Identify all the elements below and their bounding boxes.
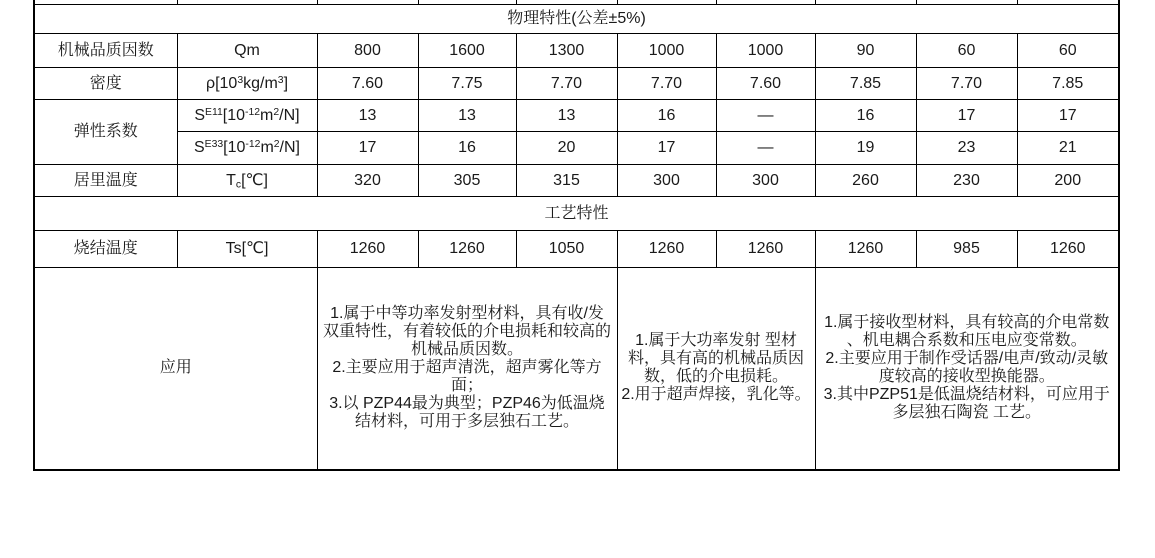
table-row: [34, 34, 1119, 68]
qm-value: 1000: [617, 34, 716, 68]
unit-superscript: E11: [205, 106, 223, 118]
unit-superscript: 2: [273, 106, 280, 118]
unit-text: S: [193, 139, 205, 156]
density-value: 7.75: [418, 68, 516, 100]
s11-value: 17: [1017, 100, 1119, 132]
application-cell-group-1: [317, 268, 617, 470]
qm-value: 1000: [716, 34, 815, 68]
application-text-line: 3.其中PZP51是低温烧结材料，可应用于: [823, 386, 1110, 404]
qm-value: 60: [1017, 34, 1119, 68]
section-row: [34, 197, 1119, 231]
qm-value: 60: [916, 34, 1017, 68]
unit-text: ρ[10: [205, 74, 238, 92]
s11-value: 13: [317, 100, 418, 132]
sintering-value: 1260: [418, 231, 516, 268]
sintering-value: 985: [916, 231, 1017, 268]
sintering-value: 1050: [516, 231, 617, 268]
s11-unit: [177, 100, 317, 132]
s33-value: 17: [617, 132, 716, 165]
application-text-line: 1.属于大功率发射 型材: [635, 332, 797, 350]
density-label: 密度: [34, 68, 177, 100]
curie-value: 200: [1017, 165, 1119, 197]
application-text-line: 数，低的介电损耗。: [643, 368, 788, 386]
application-text-line: 料，具有高的机械品质因: [627, 350, 804, 368]
qm-value: 1600: [418, 34, 516, 68]
s11-value: 13: [418, 100, 516, 132]
curie-value: 315: [516, 165, 617, 197]
qm-value: 800: [317, 34, 418, 68]
curie-value: 320: [317, 165, 418, 197]
curie-value: 300: [617, 165, 716, 197]
density-value: 7.60: [716, 68, 815, 100]
table-row: [34, 231, 1119, 268]
s33-value: 21: [1017, 132, 1119, 165]
unit-text: m: [260, 139, 274, 156]
application-cell-group-2: [617, 268, 815, 470]
sintering-value: 1260: [815, 231, 916, 268]
qm-value: 90: [815, 34, 916, 68]
application-text-line: 多层独石陶瓷 工艺。: [892, 404, 1041, 422]
unit-text: T: [226, 171, 236, 189]
application-label: 应用: [34, 268, 317, 470]
qm-value: 1300: [516, 34, 617, 68]
unit-superscript: -12: [245, 106, 261, 118]
s11-value: 17: [916, 100, 1017, 132]
unit-superscript: 3: [237, 74, 244, 86]
application-text-line: 、机电耦合系数和压电应变常数。: [846, 332, 1087, 350]
application-text-line: 双重特性，有着较低的介电损耗和较高的: [322, 323, 611, 341]
spec-table: [33, 0, 1120, 471]
density-unit: [177, 68, 317, 100]
sintering-value: 1260: [317, 231, 418, 268]
table-row: [34, 68, 1119, 100]
unit-text: [10: [223, 139, 246, 156]
unit-subscript: c: [235, 179, 242, 191]
s33-unit: [177, 132, 317, 165]
density-value: 7.70: [916, 68, 1017, 100]
section-row: [34, 5, 1119, 34]
s33-value: —: [716, 132, 815, 165]
curie-value: 300: [716, 165, 815, 197]
s33-value: 19: [815, 132, 916, 165]
unit-text: [℃]: [241, 171, 268, 189]
unit-text: [10: [222, 106, 246, 124]
unit-superscript: 3: [277, 74, 284, 86]
application-text-line: 1.属于中等功率发射型材料，具有收/发: [330, 305, 604, 323]
unit-text: kg/m: [243, 74, 278, 92]
application-text-line: 2.主要应用于超声清洗，超声雾化等方: [332, 359, 602, 377]
qm-label: 机械品质因数: [34, 34, 177, 68]
application-text-line: 2.用于超声焊接，乳化等。: [621, 386, 811, 404]
density-value: 7.70: [516, 68, 617, 100]
application-text-line: 面；: [450, 377, 483, 395]
unit-text: m: [260, 106, 274, 124]
s33-value: 16: [418, 132, 516, 165]
sintering-value: 1260: [617, 231, 716, 268]
sintering-temperature-label: 烧结温度: [34, 231, 177, 268]
unit-text: /N]: [279, 139, 300, 156]
application-text-line: 2.主要应用于制作受话器/电声/致动/灵敏: [825, 350, 1109, 368]
physical-properties-header: 物理特性(公差±5%): [34, 5, 1119, 34]
density-value: 7.60: [317, 68, 418, 100]
table-row: [34, 100, 1119, 132]
unit-superscript: E33: [204, 138, 224, 150]
unit-text: /N]: [279, 106, 300, 124]
sintering-value: 1260: [716, 231, 815, 268]
qm-unit: Qm: [177, 34, 317, 68]
density-value: 7.85: [1017, 68, 1119, 100]
unit-superscript: -12: [245, 138, 261, 150]
unit-text: S: [194, 106, 206, 124]
application-text-line: 1.属于接收型材料，具有较高的介电常数: [824, 314, 1110, 332]
unit-superscript: 2: [273, 138, 280, 150]
application-text-line: 结材料，可用于多层独石工艺。: [354, 413, 579, 431]
curie-value: 305: [418, 165, 516, 197]
process-properties-header: 工艺特性: [34, 197, 1119, 231]
curie-unit: [177, 165, 317, 197]
density-value: 7.70: [617, 68, 716, 100]
s11-value: 16: [815, 100, 916, 132]
curie-value: 260: [815, 165, 916, 197]
application-text-line: 3.以 PZP44最为典型；PZP46为低温烧: [329, 395, 605, 413]
elastic-coefficient-label: 弹性系数: [34, 100, 177, 165]
curie-temperature-label: 居里温度: [34, 165, 177, 197]
application-cell-group-3: [815, 268, 1119, 470]
application-text-line: 度较高的接收型换能器。: [878, 368, 1055, 386]
unit-text: ]: [283, 74, 289, 92]
s11-value: 13: [516, 100, 617, 132]
table-row: [34, 165, 1119, 197]
application-text-line: 机械品质因数。: [410, 341, 523, 359]
sintering-value: 1260: [1017, 231, 1119, 268]
s33-value: 20: [516, 132, 617, 165]
s11-value: —: [716, 100, 815, 132]
s33-value: 23: [916, 132, 1017, 165]
s33-value: 17: [317, 132, 418, 165]
density-value: 7.85: [815, 68, 916, 100]
sintering-unit: Ts[℃]: [177, 231, 317, 268]
curie-value: 230: [916, 165, 1017, 197]
s11-value: 16: [617, 100, 716, 132]
application-row: [34, 268, 1119, 470]
table-row: [34, 132, 1119, 165]
